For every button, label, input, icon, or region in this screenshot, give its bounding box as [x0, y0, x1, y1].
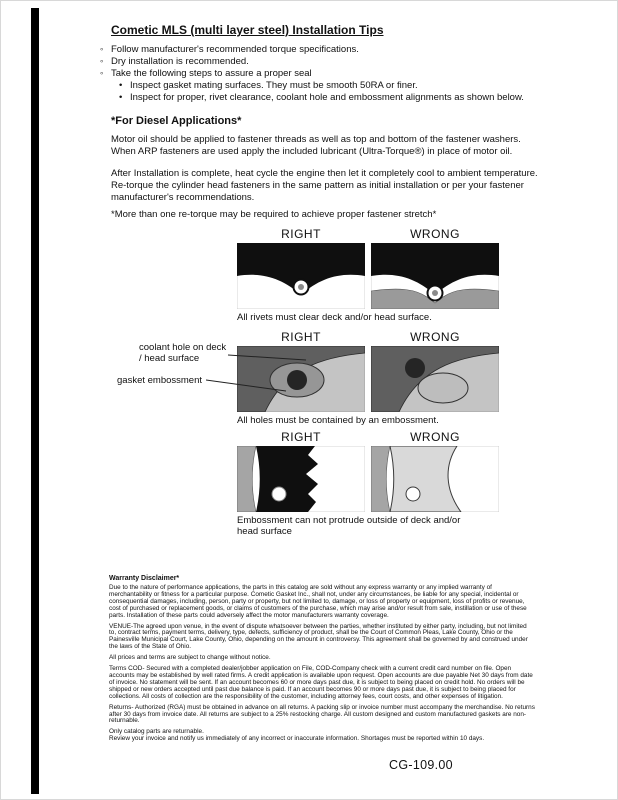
right-label: RIGHT: [281, 227, 321, 241]
warranty-section: [109, 575, 535, 747]
tip-text: Dry installation is recommended.: [111, 56, 249, 67]
circle-bullet-icon: ◦: [100, 68, 104, 79]
list-item: [100, 80, 570, 92]
warranty-paragraph: Only catalog parts are returnable.: [109, 728, 204, 736]
wrong-label: WRONG: [410, 430, 460, 444]
warranty-paragraph: All prices and terms are subject to change without notice.: [109, 654, 271, 662]
warranty-paragraph: Returns- Authorized (RGA) must be obtained in advance on all returns. A packing slip or invoice number must accompany the merchandise. No returns after 30 days from invoice date. All returns are subject to a 25% restocking charge. All custom designed and custom manufactured gaskets are non-returnable.: [109, 703, 535, 725]
rivet-wrong-diagram: [371, 243, 499, 309]
diagram-row-rivets: [237, 227, 499, 323]
diagram-labels: [237, 227, 499, 241]
tip-text: Take the following steps to assure a proper seal: [111, 68, 312, 79]
wrong-label: WRONG: [410, 227, 460, 241]
right-label: RIGHT: [281, 430, 321, 444]
diesel-paragraph-1: Motor oil should be applied to fastener threads as well as top and bottom of the fastener washers. When ARP fasteners are used apply the included lubricant (Ultra-Torque®) in place of motor oil.: [111, 134, 521, 157]
coolant-hole-callout: coolant hole on deck / head surface: [139, 342, 227, 364]
diagram-panels: [237, 243, 499, 309]
embossment-right-diagram: [237, 446, 365, 512]
warranty-paragraph: Review your invoice and notify us immediately of any incorrect or inaccurate information. Shortages must be reported within 10 days.: [109, 735, 485, 743]
coolant-hole-right-diagram: [237, 346, 365, 412]
circle-bullet-icon: ◦: [100, 44, 104, 55]
warranty-paragraph: Due to the nature of performance applications, the parts in this catalog are sold without any express warranty or any implied warranty of merchantability or fitness for a particular purpose. Cometic Gasket Inc., shall not, under any circumstances, be liable for any special, incidental or consequential damages, including, person, party or property, but not limited to, damage, or loss of property or equipment, loss of profits or revenue, cost of purchased or replacement goods, or claims of customers of the purchase, which may arise and/or result from sale, instillation or use of these parts. Installation of these parts could adversely affect the motor manufacturers warranty coverage.: [109, 584, 527, 619]
warranty-paragraph: Terms COD- Secured with a completed dealer/jobber application on File, COD-Company check with a current credit card number on file. Open accounts may be established by well rated firms. A credit application is available upon request. Open accounts are due payable Net 30 days from date of invoice. No statement will be sent. If an account becomes 60 or more days past due, it is subject to being placed on credit hold. No orders will be shipped or new orders accepted until past due balance is paid. If an account becomes 90 or more days past due, it is subject to being placed for collections. All costs of collection are the responsibility of the customer, including attorney fees, court costs, and other expenses of litigation.: [109, 665, 533, 700]
coolant-hole-wrong-diagram: [371, 346, 499, 412]
warranty-paragraph: VENUE-The agreed upon venue, in the event of dispute whatsoever between the parties, whether instituted by either party, including, but not limited to, contract terms, payment terms, delivery, type, defects, sufficiency of product, shall be the Court of Common Pleas, Lake County, Ohio or the Painesville Municipal Court, Lake County, Ohio, depending on the amount in controversy. This agreement shall be governed by and construed under the laws of the State of Ohio.: [109, 622, 528, 651]
list-item: [100, 56, 570, 68]
diagram-panels: [237, 446, 499, 512]
diagram-caption: Embossment can not protrude outside of deck and/or head surface: [237, 515, 461, 537]
diagram-caption: All holes must be contained by an embossment.: [237, 415, 439, 426]
binding-bar: [31, 8, 39, 794]
tip-text: Follow manufacturer's recommended torque specifications.: [111, 44, 359, 55]
dot-bullet-icon: •: [119, 92, 123, 103]
diesel-applications-heading: *For Diesel Applications*: [111, 115, 242, 127]
diagram-row-holes: [237, 330, 499, 426]
warranty-heading: Warranty Disclaimer*: [109, 575, 180, 582]
gasket-embossment-callout: gasket embossment: [117, 375, 203, 386]
dot-bullet-icon: •: [119, 80, 123, 91]
diagram-panels: [237, 346, 499, 412]
diagram-row-embossment: [237, 430, 499, 537]
retorque-note: *More than one re-torque may be required to achieve proper fastener stretch*: [111, 209, 437, 220]
circle-bullet-icon: ◦: [100, 56, 104, 67]
wrong-label: WRONG: [410, 330, 460, 344]
tip-text: Inspect for proper, rivet clearance, coolant hole and embossment alignments as shown below.: [130, 92, 524, 103]
diesel-paragraph-2: After Installation is complete, heat cycle the engine then let it completely cool to ambient temperature. Re-torque the cylinder head fasteners in the same pattern as initial installation or per your fastener manufacturer's recommendations.: [111, 168, 538, 203]
diagram-labels: [237, 430, 499, 444]
list-item: [100, 68, 570, 80]
embossment-wrong-diagram: [371, 446, 499, 512]
diagram-caption: All rivets must clear deck and/or head surface.: [237, 312, 432, 323]
tip-text: Inspect gasket mating surfaces. They must be smooth 50RA or finer.: [130, 80, 418, 91]
list-item: [100, 92, 570, 104]
right-label: RIGHT: [281, 330, 321, 344]
installation-tips-list: [100, 44, 570, 104]
page-title: Cometic MLS (multi layer steel) Installation Tips: [111, 23, 384, 37]
list-item: [100, 44, 570, 56]
diagram-labels: [237, 330, 499, 344]
rivet-right-diagram: [237, 243, 365, 309]
page-number: CG-109.00: [389, 758, 453, 772]
